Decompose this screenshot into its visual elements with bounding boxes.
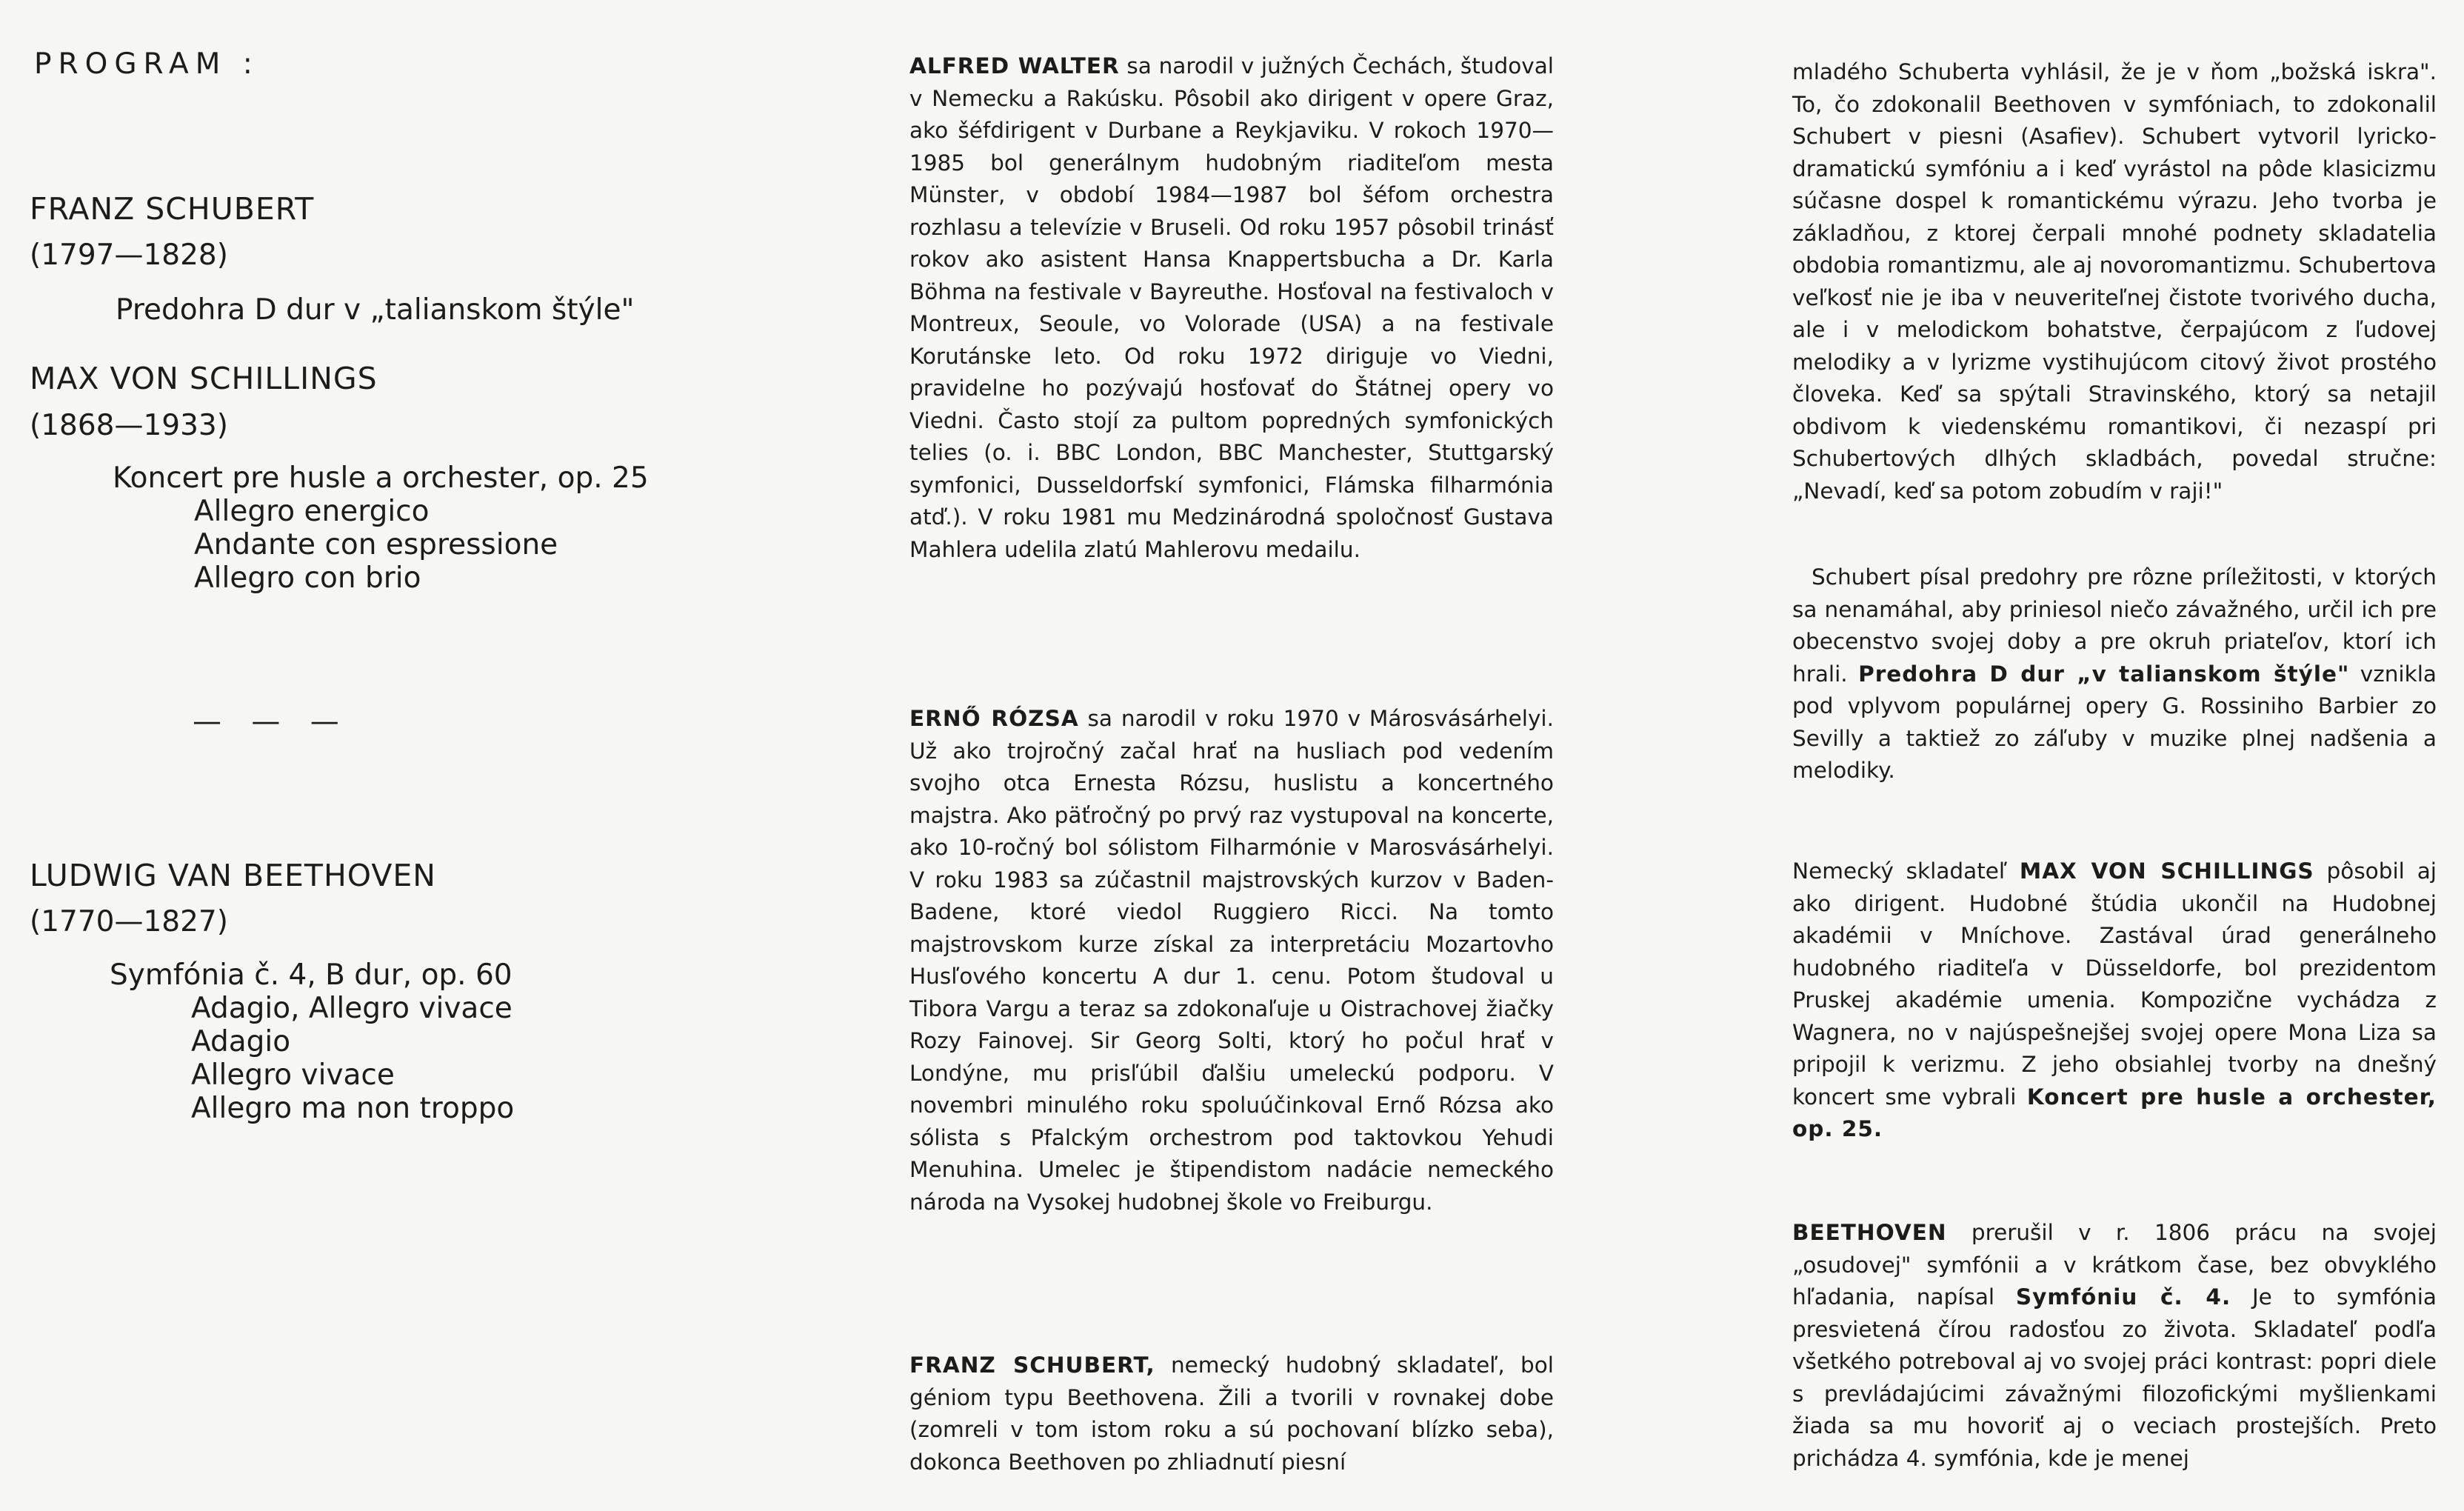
movement-item: Adagio: [191, 1025, 291, 1058]
composer-schillings: MAX VON SCHILLINGS: [30, 361, 378, 396]
work-beethoven-symphony: Symfónia č. 4, B dur, op. 60: [110, 958, 513, 992]
note-text: Je to symfónia presvietená čírou radosťou zo života. Skladateľ podľa všetkého potreboval aj vo svojej práci kontrast: popri diele s prevládajúcimi závažnými filozofickými myšlienkami žiada sa mu hovoriť aj o veciach prostejších. Preto prichádza 4. symfónia, kde je menej: [1792, 1284, 2437, 1471]
bio-text: sa narodil v roku 1970 v Márosvásárhelyi. Už ako trojročný začal hrať na husliach pod vedením svojho otca Ernesta Rózsu, huslistu a koncertného majstra. Ako päťročný po prvý raz vystupoval na koncerte, ako 10-ročný bol sólistom Filharmónie v Marosvásárhelyi. V roku 1983 sa zúčastnil majstrovských kurzov v Baden-Badene, ktoré viedol Ruggiero Ricci. Na tomto majstrovskom kurze získal za interpretáciu Mozartovho Husľového koncertu A dur 1. cenu. Potom študoval u Tibora Vargu a teraz sa zdokonaľuje u Oistrachovej žiačky Rozy Fainovej. Sir Georg Solti, ktorý ho počul hrať v Londýne, mu prisľúbil ďalšiu umeleckú podporu. V novembri minulého roku spoluúčinkoval Ernő Rózsa ako sólista s Pfalckým orchestrom pod taktovkou Yehudi Menuhina. Umelec je štipendistom nadácie nemeckého národa na Vysokej hudobnej škole vo Freiburgu.: [909, 706, 1554, 1215]
work-schillings-concerto: Koncert pre husle a orchester, op. 25: [113, 461, 649, 495]
note-text: vznikla pod vplyvom populárnej opery G. Rossiniho Barbier zo Sevilly a taktiež zo záľuby v muzike plnej nadšenia a melodiky.: [1792, 661, 2437, 783]
note-bold: Koncert pre husle a orchester, op. 25.: [1792, 1084, 2437, 1141]
bio-text: nemecký hudobný skladateľ, bol géniom typu Beethovena. Žili a tvorili v rovnakej dobe (zomreli v tom istom roku a sú pochovaní blízko seba), dokonca Beethoven po zhliadnutí piesní: [909, 1352, 1554, 1475]
years-beethoven: (1770—1827): [30, 905, 228, 938]
note-schubert-continued: mladého Schuberta vyhlásil, že je v ňom „božská iskra". To, čo zdokonalil Beethoven v symfóniach, to zdokonalil Schubert v piesni (Asafiev). Schubert vytvoril lyricko-dramatickú symfóniu a i keď vyrástol na pôde klasicizmu súčasne dospel k romantickému výrazu. Jeho tvorba je základňou, z ktorej čerpali mnohé podnety skladatelia obdobia romantizmu, ale aj novoromantizmu. Schubertova veľkosť nie je iba v neuveriteľnej čistote tvorivého ducha, ale i v melodickom bohatstve, čerpajúcom z ľudovej melodiky a v lyrizme vystihujúcom citový život prostého človeka. Keď sa spýtali Stravinského, ktorý sa netajil obdivom k viedenskému romantikovi, či nezaspí pri Schubertových dlhých skladbách, povedal stručne: „Nevadí, keď sa potom zobudím v raji!": [1792, 59, 2437, 504]
note-text: pôsobil aj ako dirigent. Hudobné štúdia ukončil na Hudobnej akadémii v Mníchove. Zastával úrad generálneho hudobného riaditeľa v Düsseldorfe, bol prezidentom Pruskej akadémie umenia. Kompozične vychádza z Wagnera, no v najúspešnejšej svojej opere Mona Liza sa pripojil k verizmu. Z jeho obsiahlej tvorby na dnešný koncert sme vybrali: [1792, 858, 2437, 1110]
program-divider: — — —: [193, 705, 350, 738]
composer-schubert: FRANZ SCHUBERT: [30, 191, 315, 227]
note-schubert-overture: [1792, 561, 2437, 787]
bio-alfred-walter: [909, 50, 1554, 566]
years-schubert: (1797—1828): [30, 239, 228, 272]
work-schubert-overture: Predohra D dur v „talianskom štýle": [116, 293, 635, 327]
note-name: BEETHOVEN: [1792, 1220, 1947, 1245]
movement-item: Allegro ma non troppo: [191, 1092, 515, 1125]
note-schillings: [1792, 855, 2437, 1146]
movement-item: Andante con espressione: [194, 528, 558, 561]
note-text: prerušil v r. 1806 prácu na svojej „osudovej" symfónii a v krátkom čase, bez obvyklého hľadania, napísal: [1792, 1220, 2437, 1310]
bio-franz-schubert: [909, 1350, 1554, 1478]
movement-item: Allegro vivace: [191, 1058, 395, 1092]
note-beethoven: [1792, 1217, 2437, 1475]
movement-item: Adagio, Allegro vivace: [191, 992, 513, 1025]
program-heading: PROGRAM :: [34, 47, 259, 81]
bio-name: ALFRED WALTER: [909, 53, 1120, 79]
composer-beethoven: LUDWIG VAN BEETHOVEN: [30, 858, 436, 893]
movement-item: Allegro energico: [194, 495, 430, 528]
bio-name: FRANZ SCHUBERT,: [909, 1352, 1155, 1378]
note-bold: Symfóniu č. 4.: [2015, 1284, 2231, 1310]
bio-text: sa narodil v južných Čechách, študoval v Nemecku a Rakúsku. Pôsobil ako dirigent v opere Graz, ako šéfdirigent v Durbane a Reykjaviku. V rokoch 1970—1985 bol generálnym hudobným riaditeľom mesta Münster, v období 1984—1987 bol šéfom orchestra rozhlasu a televízie v Bruseli. Od roku 1957 pôsobil trinásť rokov ako asistent Hansa Knappertsbucha a Dr. Karla Böhma na festivale v Bayreuthe. Hosťoval na festivaloch v Montreux, Seoule, vo Volorade (USA) a na festivale Korutánske leto. Od roku 1972 diriguje vo Viedni, pravidelne ho pozývajú hosťovať do Štátnej opery vo Viedni. Často stojí za pultom popredných symfonických telies (o. i. BBC London, BBC Manchester, Stuttgarský symfonici, Dusseldorfskí symfonici, Flámska filharmónia atď.). V roku 1981 mu Medzinárodná spoločnosť Gustava Mahlera udelila zlatú Mahlerovu medailu.: [909, 53, 1554, 562]
note-name: MAX VON SCHILLINGS: [2019, 858, 2314, 884]
note-text: Schubert písal predohry pre rôzne príležitosti, v ktorých sa nenamáhal, aby priniesol niečo závažného, určil ich pre obecenstvo svojej doby a pre okruh priateľov, ktorí ich hrali.: [1792, 564, 2437, 687]
note-bold: Predohra D dur „v talianskom štýle": [1858, 661, 2350, 687]
note-text: Nemecký skladateľ: [1792, 858, 2020, 884]
years-schillings: (1868—1933): [30, 409, 228, 442]
movement-item: Allegro con brio: [194, 561, 421, 595]
bio-name: ERNŐ RÓZSA: [909, 706, 1079, 731]
bio-erno-rozsa: [909, 703, 1554, 1218]
